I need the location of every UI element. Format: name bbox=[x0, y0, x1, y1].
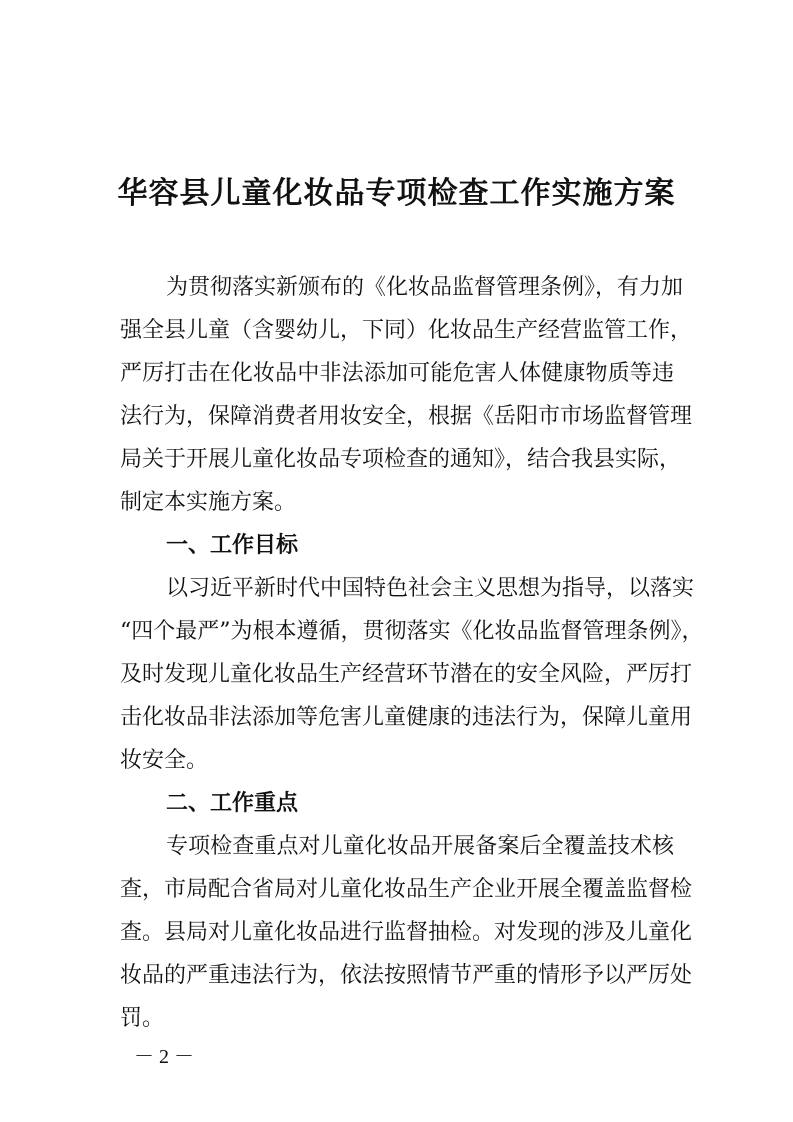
paragraph-line: 罚。 bbox=[120, 1006, 165, 1031]
paragraph-line: 局关于开展儿童化妆品专项检查的通知》，结合我县实际， bbox=[120, 447, 682, 472]
paragraph-line: “四个最严”为根本遵循，贯彻落实《化妆品监督管理条例》， bbox=[120, 619, 704, 644]
paragraph-line: 严厉打击在化妆品中非法添加可能危害人体健康物质等违 bbox=[120, 361, 674, 386]
page-number: － 2 － bbox=[134, 1046, 194, 1068]
paragraph-line: 强全县儿童（含婴幼儿，下同）化妆品生产经营监管工作， bbox=[120, 318, 693, 343]
paragraph-line: 妆品的严重违法行为，依法按照情节严重的情形予以严厉处 bbox=[120, 963, 693, 988]
paragraph-line: 查。县局对儿童化妆品进行监督抽检。对发现的涉及儿童化 bbox=[120, 920, 693, 945]
document-body bbox=[120, 266, 704, 1040]
paragraph-line: 制定本实施方案。 bbox=[120, 490, 297, 515]
paragraph-line: 法行为，保障消费者用妆安全，根据《岳阳市市场监督管理 bbox=[120, 404, 693, 429]
paragraph-line: 专项检查重点对儿童化妆品开展备案后全覆盖技术核 bbox=[166, 834, 674, 859]
paragraph-line: 为贯彻落实新颁布的《化妆品监督管理条例》，有力加 bbox=[166, 275, 684, 300]
paragraph-line: 以习近平新时代中国特色社会主义思想为指导，以落实 bbox=[166, 576, 695, 601]
paragraph-line: 及时发现儿童化妆品生产经营环节潜在的安全风险，严厉打 bbox=[120, 662, 693, 687]
section-heading: 二、工作重点 bbox=[166, 791, 299, 816]
paragraph-line: 妆安全。 bbox=[120, 748, 209, 773]
paragraph-line: 查，市局配合省局对儿童化妆品生产企业开展全覆盖监督检 bbox=[120, 877, 693, 902]
paragraph-line: 击化妆品非法添加等危害儿童健康的违法行为，保障儿童用 bbox=[120, 705, 693, 730]
section-heading: 一、工作目标 bbox=[166, 533, 299, 558]
document-title: 华容县儿童化妆品专项检查工作实施方案 bbox=[117, 176, 676, 211]
